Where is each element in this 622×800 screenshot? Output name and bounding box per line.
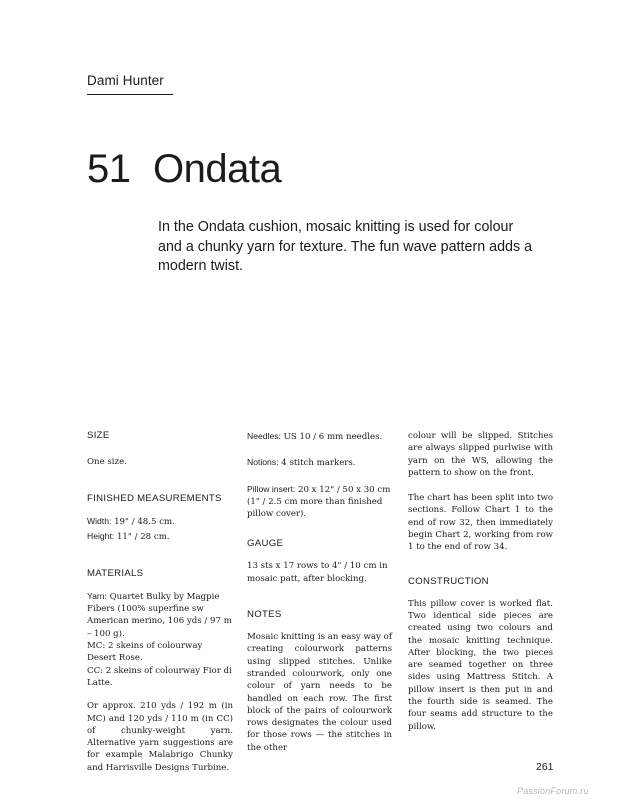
height-line <box>87 530 233 543</box>
pattern-title: Ondata <box>153 147 282 191</box>
designer-underline <box>87 94 173 95</box>
width-line <box>87 515 233 528</box>
width-value: 19" / 48.5 cm. <box>111 517 175 528</box>
construction-heading: CONSTRUCTION <box>408 575 489 587</box>
pillow-insert-label: Pillow insert: <box>247 483 296 494</box>
needles-text: US 10 / 6 mm needles. <box>280 432 383 442</box>
gauge-heading: GAUGE <box>247 538 284 550</box>
cc-line: CC: 2 skeins of colourway Fior di Latte. <box>87 665 232 688</box>
notes-paragraph: Mosaic knitting is an easy way of creating colourwork patterns using slipped stitches. Unlike stranded colourwork, only one colour of yarn needs to be handled on each row. The first block of the pairs of colourwork rows designates the colour used for those rows — the stitches in the other <box>247 632 392 753</box>
chart-paragraph: The chart has been split into two sections. Follow Chart 1 to the end of row 32, then immediately begin Chart 2, working from row 1 to the end of row 34. <box>408 493 553 553</box>
notions-text: 4 stitch markers. <box>278 458 356 469</box>
height-label: Height: <box>87 530 115 541</box>
pillow-insert-text: 20 x 12" / 50 x 30 cm (1" / 2.5 cm more than finished pillow cover). <box>247 484 391 520</box>
notes-heading: NOTES <box>247 609 282 621</box>
notions-label: Notions: <box>247 457 279 468</box>
designer-name: Dami Hunter <box>87 73 164 88</box>
page-number: 261 <box>536 761 554 773</box>
gauge-text: 13 sts x 17 rows to 4" / 10 cm in mosaic patt, after blocking. <box>247 561 388 584</box>
yarn-label: Yarn: <box>87 590 107 601</box>
alternative-yarn-paragraph: Or approx. 210 yds / 192 m (in MC) and 120 yds / 110 m (in CC) of chunky-weight yarn. Alternative yarn suggestions are for example Malabrigo Chunky and Harrisville Designs Turbine. <box>87 701 233 773</box>
size-text: One size. <box>87 457 127 467</box>
watermark: PassionForum.ru <box>517 786 589 796</box>
column-middle <box>247 430 392 754</box>
materials-heading: MATERIALS <box>87 567 144 579</box>
size-heading: SIZE <box>87 430 110 441</box>
finished-measurements-heading: FINISHED MEASUREMENTS <box>87 493 222 505</box>
yarn-paragraph <box>87 590 233 640</box>
construction-paragraph: This pillow cover is worked flat. Two identical side pieces are created using two colours and the mosaic knitting technique. After blocking, the two pieces are seamed together on three sides using Mattress Stitch. A pillow insert is then put in and the fourth side is seamed. The four seams add structure to the pillow. <box>408 598 553 732</box>
needles-label: Needles: <box>247 431 281 441</box>
notes-continued-paragraph: colour will be slipped. Stitches are always slipped purlwise with yarn on the WS, allowing the pattern to show on the front. <box>408 431 553 478</box>
mc-line: MC: 2 skeins of colourway Desert Rose. <box>87 641 203 664</box>
column-left <box>87 430 233 774</box>
needles-line <box>247 430 392 443</box>
column-right <box>408 430 553 733</box>
notions-line <box>247 456 392 469</box>
pillow-insert-paragraph <box>247 483 392 521</box>
width-label: Width: <box>87 516 112 527</box>
pattern-number: 51 <box>87 147 131 191</box>
height-value: 11" / 28 cm. <box>114 531 170 542</box>
yarn-text: Quartet Bulky by Magpie Fibers (100% superfine sw American merino, 106 yds / 97 m – 100 g). <box>87 591 232 639</box>
intro-paragraph: In the Ondata cushion, mosaic knitting is used for colour and a chunky yarn for texture. The fun wave pattern adds a modern twist. <box>158 219 533 274</box>
